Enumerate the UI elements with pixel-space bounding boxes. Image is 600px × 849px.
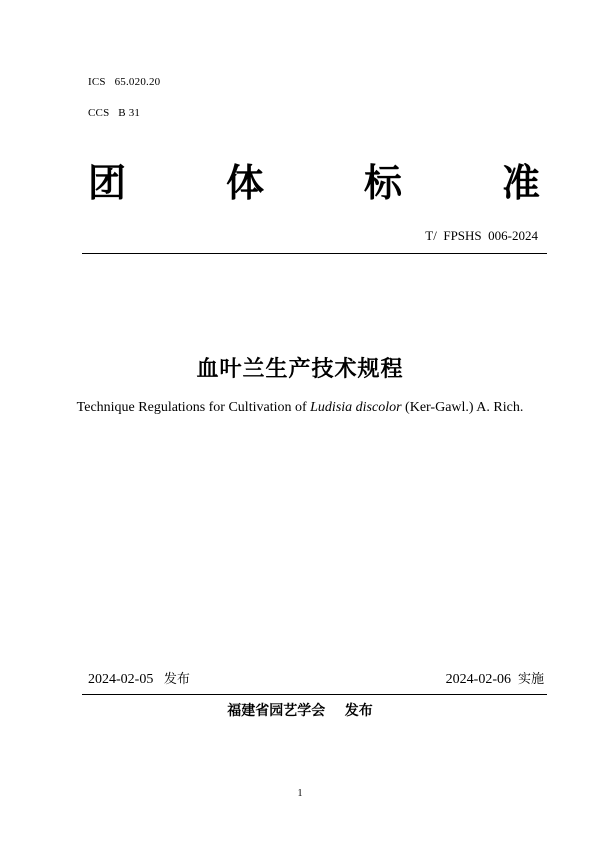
implement-date-line — [446, 668, 544, 688]
publisher-action: 发布 — [344, 703, 373, 719]
implement-date: 2024-02-06 — [445, 672, 511, 687]
implement-label: 实施 — [517, 672, 544, 687]
document-type-char-2: 体 — [226, 161, 265, 205]
document-type-char-1: 团 — [88, 161, 127, 205]
title-english-prefix: Technique Regulations for Cultivation of — [76, 400, 311, 415]
document-type-char-4: 准 — [502, 161, 541, 205]
bottom-divider — [82, 694, 547, 695]
top-divider — [82, 253, 547, 254]
ccs-code: CCS B 31 — [88, 107, 141, 119]
publisher-line — [0, 700, 600, 720]
issue-date-line — [88, 668, 190, 688]
issue-label: 发布 — [163, 672, 190, 687]
document-type-char-3: 标 — [364, 161, 403, 205]
title-english-species: Ludisia discolor — [310, 400, 402, 415]
title-chinese: 血叶兰生产技术规程 — [196, 357, 404, 382]
issue-date: 2024-02-05 — [88, 672, 154, 687]
publisher-name: 福建省园艺学会 — [227, 703, 326, 719]
ics-code: ICS 65.020.20 — [88, 76, 161, 88]
title-english-suffix: (Ker-Gawl.) A. Rich. — [401, 400, 524, 415]
page-number: 1 — [297, 788, 303, 799]
title-english — [0, 400, 600, 416]
standard-number: T/ FPSHS 006-2024 — [425, 228, 538, 243]
